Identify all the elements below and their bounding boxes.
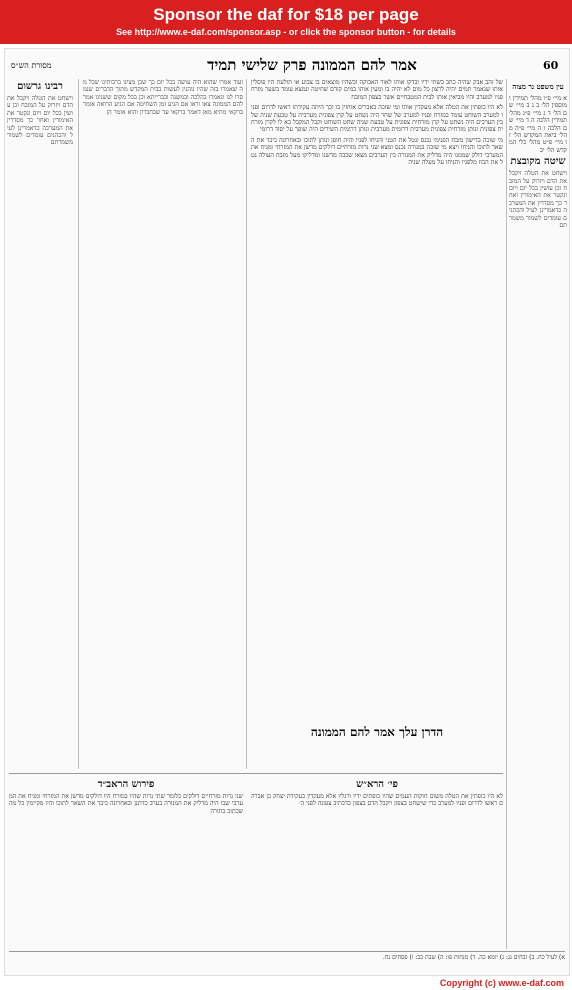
copyright-link[interactable]: Copyright (c) www.e-daf.com [439,978,564,988]
commentary-column [83,79,243,769]
gemara-top-text: של זהב אבק שהיה כחב בשתי ידיו ובדקו אותו לאור האבוקה וכשהיו מוצאים בו צבוע או תולעת היו פוסלין אותו שנאמר תמים יהיה לרצון כל מום לא יהיה בו ומעין אותו במים קודם שחיטה ונמצא עומד בשער מזרח פניו למערב והיו מביאין אותו לבית המטבחיים אשר בצפון המזבח [251,79,503,101]
rabbeinu-gershom-column [7,79,73,769]
ein-mishpat-text: א מיי׳ פ״ו מהל׳ תמידין ומוספין הל׳ ב ג ב מיי׳ שם הל׳ ד ג מיי׳ פ״ג מהל׳ תמידין הלכה ה ד מיי׳ שם הלכה ו ה מיי׳ פ״ה מהל׳ ביאת המקדש הל׳ ז ו מיי׳ פ״ט מהל׳ כלי המקדש הל׳ יב [509,95,567,154]
rash-column [251,777,503,947]
ein-mishpat-label: עין משפט נר מצוה [512,82,564,91]
rash-heading: פי׳ הרא״ש [356,779,398,790]
rash-text: לא היו כופתין את הטלה משום חוקות העמים שהיו כופתים ידיו ורגליו אלא מעקדין כעקידת יצחק בן אברהם ראשו לדרום ופניו למערב כדי שישחט בצפון ויקבל הדם בצפון כדכתיב צפונה לפני ה׳ [251,793,503,808]
section-divider [9,773,503,774]
footnote-text: א) לעיל כח. ב) זבחים נג: ג) יומא כה. ד) מנחות פו: ה) שבת כב: ו) פסחים נח. [382,954,565,961]
footnote-divider [9,951,565,952]
mesoret-label: מסורת הש״ס [11,60,52,70]
footnotes [9,954,565,970]
sponsor-headline: Sponsor the daf for $18 per page [153,5,419,24]
gemara-column [251,79,503,719]
talmud-page [4,48,570,976]
hadran-heading: הדרן עלך אמר להם הממונה [310,725,444,739]
page-title: אמר להם הממונה פרק שלישי תמיד [207,55,417,74]
mishnah-text: לא היו כופתין את הטלה אלא מעקדין אותו ומי שזכה באברים אוחזין בו וכך היתה עקידתו ראשו לדרום ופניו למערב השוחט עומד במזרח ופניו למערב של שחר היה נשחט על קרן צפונית מערבית על טבעת שניה של בין הערבים היה נשחט על קרן מזרחית צפונית על טבעת שניה שחט השוחט וקבל המקבל בא לו לקרן מזרחית צפונית ונותן מזרחית צפונית מערבית דרומית מערבית ונותן דרומית השירים היה שופך על יסוד דרומי [251,104,503,134]
sponsor-banner[interactable] [0,0,572,44]
page-number: 60 [542,58,559,72]
raavad-heading: פירוש הראב״ד [97,779,155,790]
gemara-body-text: מי שזכה בדישון מזבח הפנימי נכנס ונטל את הטני והניחו לפניו והיה חופן ונותן לתוכו ובאחרונה כיבד את השאר לתוכו והניחו ויצא מי שזכה במנורה נכנס ומצא שני נרות מזרחיים דולקים מדשן את המזרחי ומניח את המערבי דולק שממנו היה מדליק את המנורה בין הערבים מצאו שכבה מדשנו ומדליקו מעל מזבח העולה נטל את הכוז מלפניו והניחו על מעלה שניה [251,136,503,167]
commentary-text: ועוד אמרו שהוא היה עושה בכל יום כך שכן מצינו ברבותינו שכל מה שאמרו בזה שהיו נוהגין לעשות בבית המקדש מתוך הדברים שנמסרו לנו ונאמרו בהלכה ובמשנה ובברייתא וכן בכל מקום ששנינו אמר להם הממונה צאו וראו אם הגיע זמן השחיטה אם הגיע הרואה אומר ברקאי מתיא מאן דאמר ברקאי עד שבחברון והוא אומר הן [83,79,243,116]
shita-mekubetzet-text: וישחט את הטלה ויקבל את הדם ויזרוק על המזבח וכן עושין בכל יום ויום ונקטר את האימורין ואחר כך מסדרין את המערכה כדאמרינן לעיל והכהנים עומדים לשמור משמרתם [509,170,567,230]
page-header [11,53,563,77]
ein-mishpat-column [509,79,567,949]
rabbeinu-gershom-heading: רבינו גרשום [17,81,63,92]
raavad-text: שני נרות מזרחיים דולקים כלומר שתי נרות שהיו במזרח היו דולקים מדשן את המזרחי ומניח את המערבי שבו היה מדליק את המנורה בערב כדתנן ובאחרונה כיבד את השאר לתוכו והיו מקיימין כל מה שכתוב בתורה [9,793,243,815]
sponsor-subline: See http://www.e-daf.com/sponsor.asp - or click the sponsor button - for details [116,27,456,37]
rabbeinu-gershom-text: וישחט את הטלה ויקבל את הדם ויזרוק על המזבח וכן עושין בכל יום ויום ונקטר את האימורין ואחר כך מסדרין את המערכה כדאמרינן לעיל והכהנים עומדים לשמור משמרתם [7,95,73,147]
column-divider [246,79,247,769]
raavad-column [9,777,243,947]
shita-mekubetzet-heading: שיטה מקובצת [510,156,566,168]
column-divider [506,79,507,949]
column-divider [78,79,79,769]
